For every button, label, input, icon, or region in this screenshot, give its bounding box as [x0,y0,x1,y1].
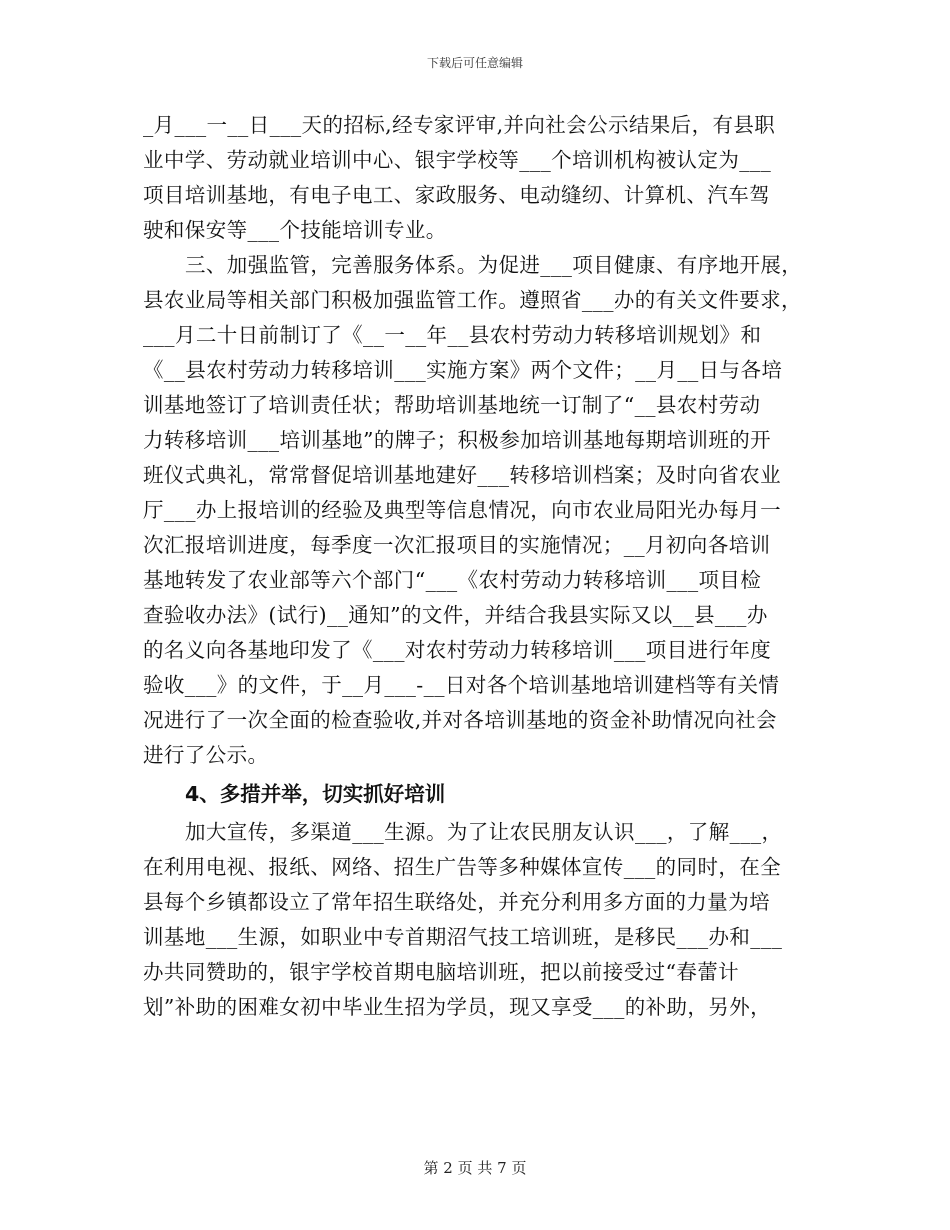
body-line: 县每个乡镇都设立了常年招生联络处，并充分利用多方面的力量为培 [143,890,770,914]
body-line: 查验收办法》(试行)__通知”的文件，并结合我县实际又以__县___办 [143,603,768,627]
body-line: 项目培训基地，有电子电工、家政服务、电动缝纫、计算机、汽车驾 [143,183,770,207]
body-line: 厅___办上报培训的经验及典型等信息情况，向市农业局阳光办每月一 [143,498,782,522]
body-line: 训基地签订了培训责任状；帮助培训基地统一订制了“__县农村劳动 [143,393,761,417]
body-line: ___月二十日前制订了《__一__年__县农村劳动力转移培训规划》和 [143,323,762,347]
body-line: 况进行了一次全面的检查验收,并对各培训基地的资金补助情况向社会 [143,708,777,732]
body-line: 驶和保安等___个技能培训专业。 [143,218,447,242]
body-line: 班仪式典礼，常常督促培训基地建好___转移培训档案；及时向省农业 [143,463,782,487]
body-line: 县农业局等相关部门积极加强监管工作。遵照省___办的有关文件要求， [143,288,802,312]
body-line: 验收___》的文件，于__月___-__日对各个培训基地培训建档等有关情 [143,673,780,697]
paragraph-start-line: 加大宣传，多渠道___生源。为了让农民朋友认识___，了解___， [185,820,783,844]
document-body [143,108,823,1025]
body-line: 力转移培训___培训基地”的牌子；积极参加培训基地每期培训班的开 [143,428,772,452]
section-heading: 4、多措并举，切实抓好培训 [185,782,446,806]
body-line: 次汇报培训进度，每季度一次汇报项目的实施情况；__月初向各培训 [143,533,771,557]
body-line: 训基地___生源，如职业中专首期沼气技工培训班，是移民___办和___ [143,925,783,949]
body-line: _月___一__日___天的招标,经专家评审,并向社会公示结果后，有县职 [143,113,776,137]
body-line: 业中学、劳动就业培训中心、银宇学校等___个培训机构被认定为___ [143,148,772,172]
body-line: 基地转发了农业部等六个部门“___《农村劳动力转移培训___项目检 [143,568,762,592]
paragraph-start-line: 三、加强监管，完善服务体系。为促进___项目健康、有序地开展， [185,253,803,277]
page-number: 第 2 页 共 7 页 [423,1159,527,1177]
body-line: 的名义向各基地印发了《___对农村劳动力转移培训___项目进行年度 [143,638,772,662]
page-header: 下载后可任意编辑 [426,56,523,70]
body-line: 进行了公示。 [143,743,269,767]
body-line: 划”补助的困难女初中毕业生招为学员，现又享受___的补助，另外， [143,995,772,1019]
body-line: 在利用电视、报纸、网络、招生广告等多种媒体宣传___的同时，在全 [143,855,782,879]
body-line: 办共同赞助的，银宇学校首期电脑培训班，把以前接受过“春蕾计 [143,960,740,984]
body-line: 《__县农村劳动力转移培训___实施方案》两个文件；__月__日与各培 [143,358,783,382]
